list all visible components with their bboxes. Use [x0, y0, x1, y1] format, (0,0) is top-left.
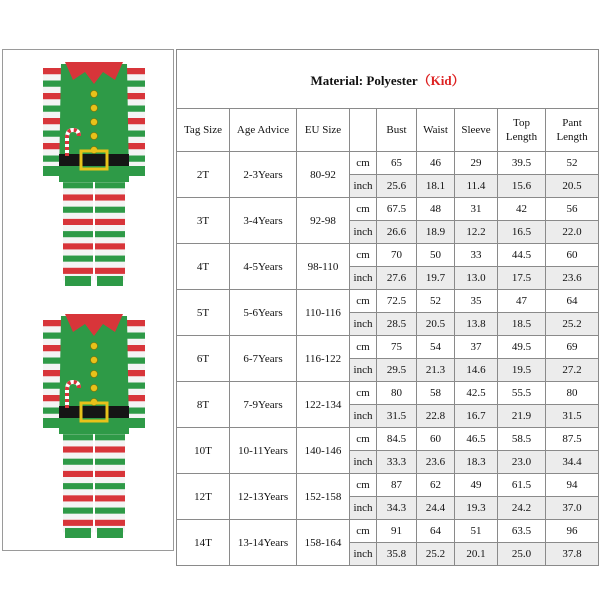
- tag-size-cell: 5T: [177, 290, 230, 336]
- measurement-cell: 49: [455, 474, 498, 497]
- measurement-cell: 25.0: [498, 543, 546, 566]
- measurement-cell: 23.6: [417, 451, 455, 474]
- tag-size-cell: 4T: [177, 244, 230, 290]
- unit-cm-cell: cm: [350, 336, 377, 359]
- table-row: [177, 152, 599, 175]
- measurement-cell: 34.3: [377, 497, 417, 520]
- table-row: [177, 428, 599, 451]
- unit-inch-cell: inch: [350, 313, 377, 336]
- measurement-cell: 25.6: [377, 175, 417, 198]
- measurement-cell: 87: [377, 474, 417, 497]
- eu-size-cell: 140-146: [297, 428, 350, 474]
- measurement-cell: 44.5: [498, 244, 546, 267]
- table-row: [177, 198, 599, 221]
- unit-inch-cell: inch: [350, 405, 377, 428]
- eu-size-cell: 92-98: [297, 198, 350, 244]
- measurement-cell: 69: [546, 336, 599, 359]
- measurement-cell: 47: [498, 290, 546, 313]
- measurement-cell: 18.3: [455, 451, 498, 474]
- measurement-cell: 42: [498, 198, 546, 221]
- measurement-cell: 52: [546, 152, 599, 175]
- measurement-cell: 20.5: [417, 313, 455, 336]
- size-table: [176, 49, 599, 566]
- age-advice-cell: 7-9Years: [230, 382, 297, 428]
- unit-inch-cell: inch: [350, 221, 377, 244]
- age-advice-cell: 4-5Years: [230, 244, 297, 290]
- measurement-cell: 29: [455, 152, 498, 175]
- elf-pajama-image: [3, 302, 175, 552]
- table-row: [177, 290, 599, 313]
- measurement-cell: 18.5: [498, 313, 546, 336]
- eu-size-cell: 158-164: [297, 520, 350, 566]
- measurement-cell: 58.5: [498, 428, 546, 451]
- eu-size-cell: 110-116: [297, 290, 350, 336]
- measurement-cell: 67.5: [377, 198, 417, 221]
- column-header: Top Length: [498, 109, 546, 152]
- measurement-cell: 14.6: [455, 359, 498, 382]
- measurement-cell: 91: [377, 520, 417, 543]
- unit-cm-cell: cm: [350, 152, 377, 175]
- measurement-cell: 16.5: [498, 221, 546, 244]
- measurement-cell: 62: [417, 474, 455, 497]
- measurement-cell: 65: [377, 152, 417, 175]
- measurement-cell: 25.2: [417, 543, 455, 566]
- tag-size-cell: 2T: [177, 152, 230, 198]
- table-title: [177, 50, 599, 109]
- table-row: [177, 520, 599, 543]
- column-header: Tag Size: [177, 109, 230, 152]
- measurement-cell: 18.1: [417, 175, 455, 198]
- measurement-cell: 26.6: [377, 221, 417, 244]
- measurement-cell: 19.3: [455, 497, 498, 520]
- eu-size-cell: 152-158: [297, 474, 350, 520]
- measurement-cell: 60: [546, 244, 599, 267]
- measurement-cell: 60: [417, 428, 455, 451]
- measurement-cell: 19.5: [498, 359, 546, 382]
- measurement-cell: 87.5: [546, 428, 599, 451]
- unit-cm-cell: cm: [350, 290, 377, 313]
- measurement-cell: 84.5: [377, 428, 417, 451]
- unit-inch-cell: inch: [350, 267, 377, 290]
- measurement-cell: 25.2: [546, 313, 599, 336]
- column-header: Pant Length: [546, 109, 599, 152]
- measurement-cell: 18.9: [417, 221, 455, 244]
- unit-cm-cell: cm: [350, 428, 377, 451]
- measurement-cell: 29.5: [377, 359, 417, 382]
- tag-size-cell: 6T: [177, 336, 230, 382]
- measurement-cell: 27.6: [377, 267, 417, 290]
- measurement-cell: 33.3: [377, 451, 417, 474]
- measurement-cell: 63.5: [498, 520, 546, 543]
- column-header: Sleeve: [455, 109, 498, 152]
- measurement-cell: 55.5: [498, 382, 546, 405]
- measurement-cell: 49.5: [498, 336, 546, 359]
- age-advice-cell: 3-4Years: [230, 198, 297, 244]
- measurement-cell: 33: [455, 244, 498, 267]
- measurement-cell: 64: [546, 290, 599, 313]
- measurement-cell: 54: [417, 336, 455, 359]
- measurement-cell: 20.5: [546, 175, 599, 198]
- measurement-cell: 31.5: [377, 405, 417, 428]
- measurement-cell: 16.7: [455, 405, 498, 428]
- measurement-cell: 17.5: [498, 267, 546, 290]
- measurement-cell: 35.8: [377, 543, 417, 566]
- age-advice-cell: 2-3Years: [230, 152, 297, 198]
- measurement-cell: 61.5: [498, 474, 546, 497]
- unit-inch-cell: inch: [350, 497, 377, 520]
- measurement-cell: 51: [455, 520, 498, 543]
- unit-cm-cell: cm: [350, 520, 377, 543]
- kid-label: （Kid）: [417, 72, 465, 88]
- unit-inch-cell: inch: [350, 175, 377, 198]
- eu-size-cell: 98-110: [297, 244, 350, 290]
- measurement-cell: 22.0: [546, 221, 599, 244]
- measurement-cell: 13.0: [455, 267, 498, 290]
- measurement-cell: 27.2: [546, 359, 599, 382]
- measurement-cell: 52: [417, 290, 455, 313]
- measurement-cell: 20.1: [455, 543, 498, 566]
- measurement-cell: 80: [546, 382, 599, 405]
- measurement-cell: 48: [417, 198, 455, 221]
- measurement-cell: 23.0: [498, 451, 546, 474]
- measurement-cell: 21.9: [498, 405, 546, 428]
- unit-cm-cell: cm: [350, 244, 377, 267]
- measurement-cell: 72.5: [377, 290, 417, 313]
- table-row: [177, 336, 599, 359]
- measurement-cell: 50: [417, 244, 455, 267]
- column-header: [350, 109, 377, 152]
- elf-pajama-image: [3, 50, 175, 300]
- measurement-cell: 42.5: [455, 382, 498, 405]
- tag-size-cell: 8T: [177, 382, 230, 428]
- measurement-cell: 24.2: [498, 497, 546, 520]
- eu-size-cell: 116-122: [297, 336, 350, 382]
- table-row: [177, 382, 599, 405]
- measurement-cell: 19.7: [417, 267, 455, 290]
- tag-size-cell: 12T: [177, 474, 230, 520]
- material-label: Material: Polyester: [310, 72, 418, 88]
- eu-size-cell: 80-92: [297, 152, 350, 198]
- measurement-cell: 21.3: [417, 359, 455, 382]
- measurement-cell: 11.4: [455, 175, 498, 198]
- size-chart: [176, 49, 598, 560]
- measurement-cell: 58: [417, 382, 455, 405]
- measurement-cell: 75: [377, 336, 417, 359]
- unit-inch-cell: inch: [350, 359, 377, 382]
- column-header: EU Size: [297, 109, 350, 152]
- column-header: Bust: [377, 109, 417, 152]
- measurement-cell: 22.8: [417, 405, 455, 428]
- measurement-cell: 13.8: [455, 313, 498, 336]
- table-row: [177, 474, 599, 497]
- age-advice-cell: 5-6Years: [230, 290, 297, 336]
- column-header: Waist: [417, 109, 455, 152]
- unit-cm-cell: cm: [350, 474, 377, 497]
- measurement-cell: 64: [417, 520, 455, 543]
- product-image-panel: [2, 49, 174, 551]
- age-advice-cell: 6-7Years: [230, 336, 297, 382]
- tag-size-cell: 10T: [177, 428, 230, 474]
- unit-inch-cell: inch: [350, 451, 377, 474]
- measurement-cell: 37: [455, 336, 498, 359]
- measurement-cell: 31: [455, 198, 498, 221]
- measurement-cell: 37.8: [546, 543, 599, 566]
- measurement-cell: 28.5: [377, 313, 417, 336]
- table-row: [177, 244, 599, 267]
- measurement-cell: 34.4: [546, 451, 599, 474]
- unit-cm-cell: cm: [350, 198, 377, 221]
- column-header: Age Advice: [230, 109, 297, 152]
- measurement-cell: 46.5: [455, 428, 498, 451]
- measurement-cell: 70: [377, 244, 417, 267]
- age-advice-cell: 12-13Years: [230, 474, 297, 520]
- unit-inch-cell: inch: [350, 543, 377, 566]
- measurement-cell: 46: [417, 152, 455, 175]
- measurement-cell: 56: [546, 198, 599, 221]
- measurement-cell: 35: [455, 290, 498, 313]
- measurement-cell: 24.4: [417, 497, 455, 520]
- tag-size-cell: 14T: [177, 520, 230, 566]
- measurement-cell: 23.6: [546, 267, 599, 290]
- eu-size-cell: 122-134: [297, 382, 350, 428]
- tag-size-cell: 3T: [177, 198, 230, 244]
- measurement-cell: 12.2: [455, 221, 498, 244]
- measurement-cell: 94: [546, 474, 599, 497]
- age-advice-cell: 10-11Years: [230, 428, 297, 474]
- measurement-cell: 96: [546, 520, 599, 543]
- measurement-cell: 15.6: [498, 175, 546, 198]
- measurement-cell: 80: [377, 382, 417, 405]
- age-advice-cell: 13-14Years: [230, 520, 297, 566]
- measurement-cell: 31.5: [546, 405, 599, 428]
- measurement-cell: 39.5: [498, 152, 546, 175]
- measurement-cell: 37.0: [546, 497, 599, 520]
- header-row: [177, 109, 599, 152]
- unit-cm-cell: cm: [350, 382, 377, 405]
